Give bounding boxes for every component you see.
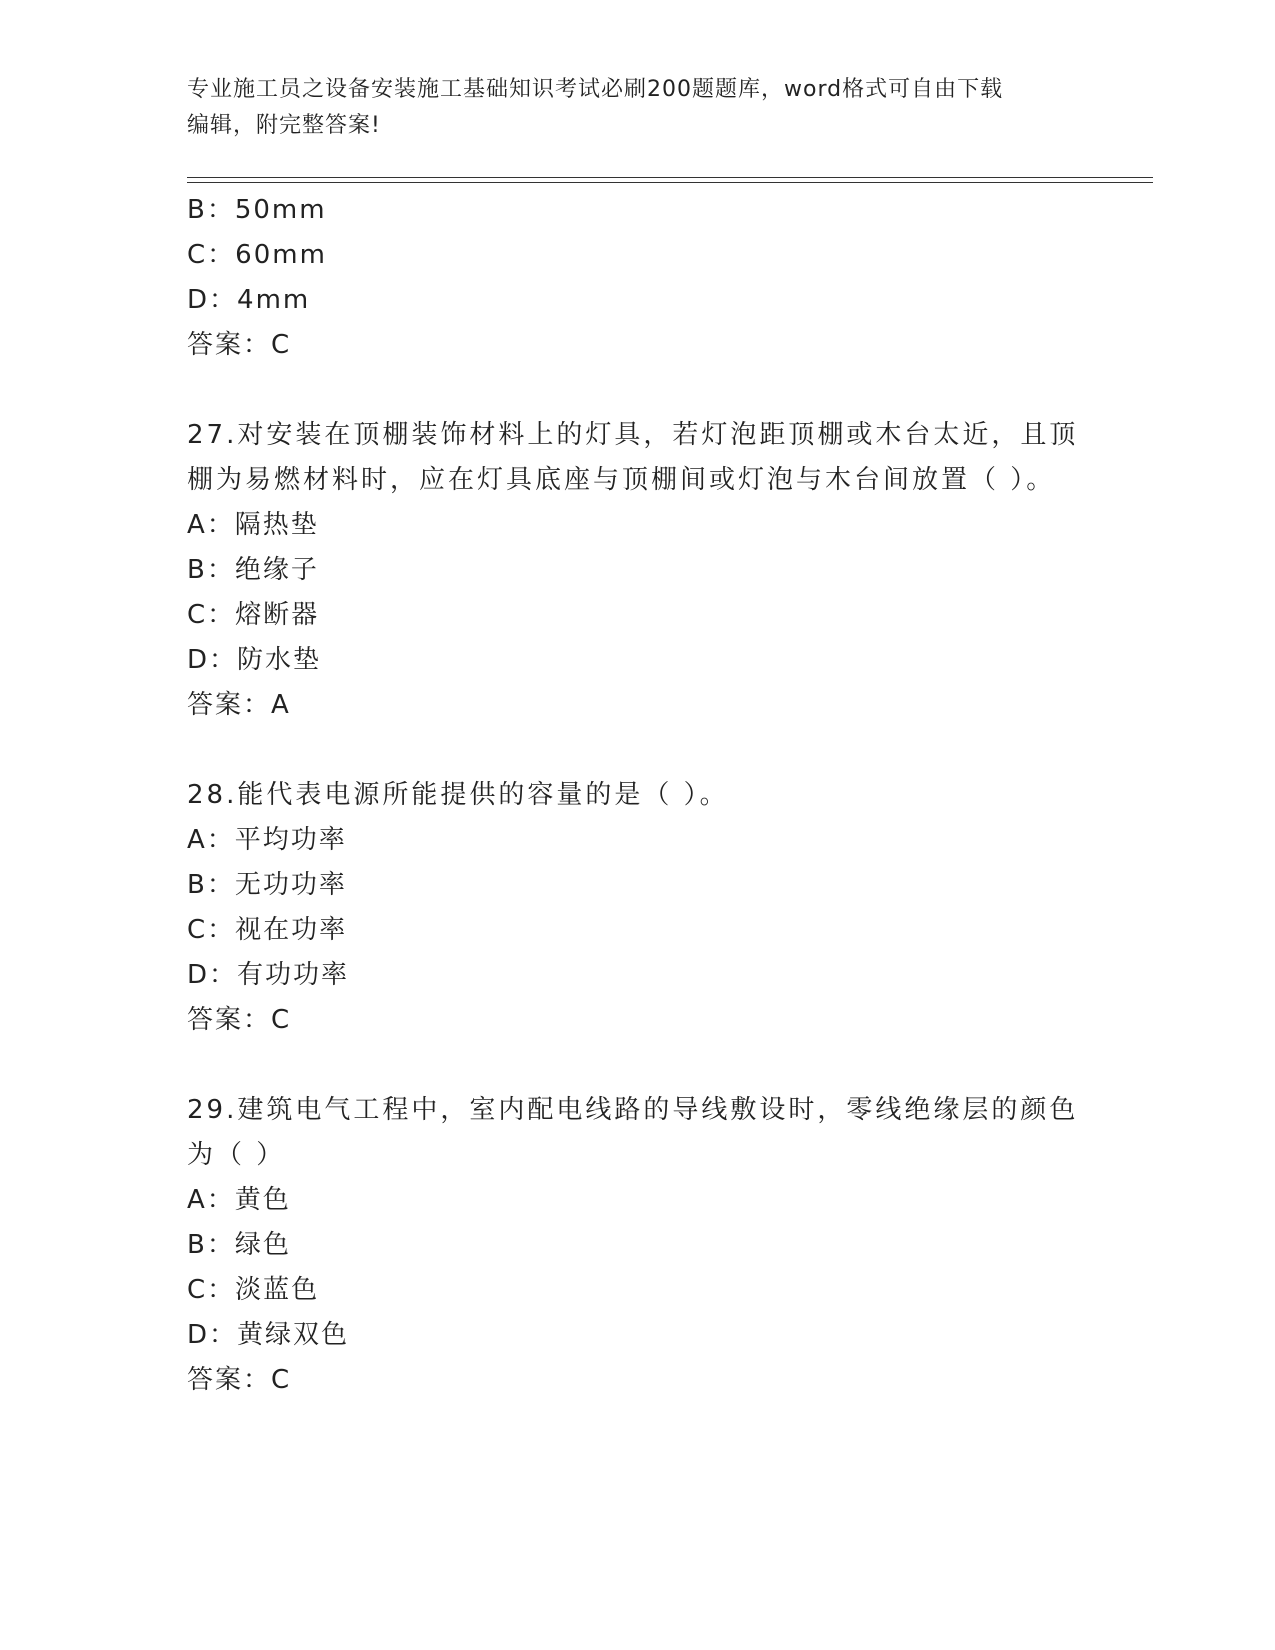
question-29-text-line1: 29.建筑电气工程中，室内配电线路的导线敷设时，零线绝缘层的颜色 xyxy=(187,1095,1079,1125)
question-27-option-d: D：防水垫 xyxy=(187,645,322,675)
question-28-option-a: A：平均功率 xyxy=(187,825,347,855)
question-29-option-d: D：黄绿双色 xyxy=(187,1320,350,1350)
question-27-option-a: A：隔热垫 xyxy=(187,510,319,540)
question-27-text-line1: 27.对安装在顶棚装饰材料上的灯具，若灯泡距顶棚或木台太近，且顶 xyxy=(187,420,1079,450)
question-28-text-line1: 28.能代表电源所能提供的容量的是（ ）。 xyxy=(187,780,729,810)
header-title-line1: 专业施工员之设备安装施工基础知识考试必刷200题题库，word格式可自由下载 xyxy=(187,77,1004,102)
header-divider-top xyxy=(187,177,1153,178)
question-28-option-d: D：有功功率 xyxy=(187,960,350,990)
question-29-option-b: B：绿色 xyxy=(187,1230,291,1260)
question-27-option-b: B：绝缘子 xyxy=(187,555,319,585)
question-27-option-c: C：熔断器 xyxy=(187,600,320,630)
question-29-answer: 答案：C xyxy=(187,1365,292,1395)
question-27-text-line2: 棚为易燃材料时，应在灯具底座与顶棚间或灯泡与木台间放置（ ）。 xyxy=(187,465,1056,495)
question-29-option-c: C：淡蓝色 xyxy=(187,1275,320,1305)
question-29-text-line2: 为（ ） xyxy=(187,1140,286,1170)
option-b: B：50mm xyxy=(187,195,327,225)
answer: 答案：C xyxy=(187,330,292,360)
option-d: D：4mm xyxy=(187,285,311,315)
question-27-answer: 答案：A xyxy=(187,690,291,720)
header-divider-bottom xyxy=(187,182,1153,183)
option-c: C：60mm xyxy=(187,240,327,270)
question-28-option-b: B：无功功率 xyxy=(187,870,347,900)
question-29-option-a: A：黄色 xyxy=(187,1185,291,1215)
document-header xyxy=(187,72,1067,144)
question-28-option-c: C：视在功率 xyxy=(187,915,348,945)
question-28-answer: 答案：C xyxy=(187,1005,292,1035)
header-title-line2: 编辑，附完整答案! xyxy=(187,113,381,138)
